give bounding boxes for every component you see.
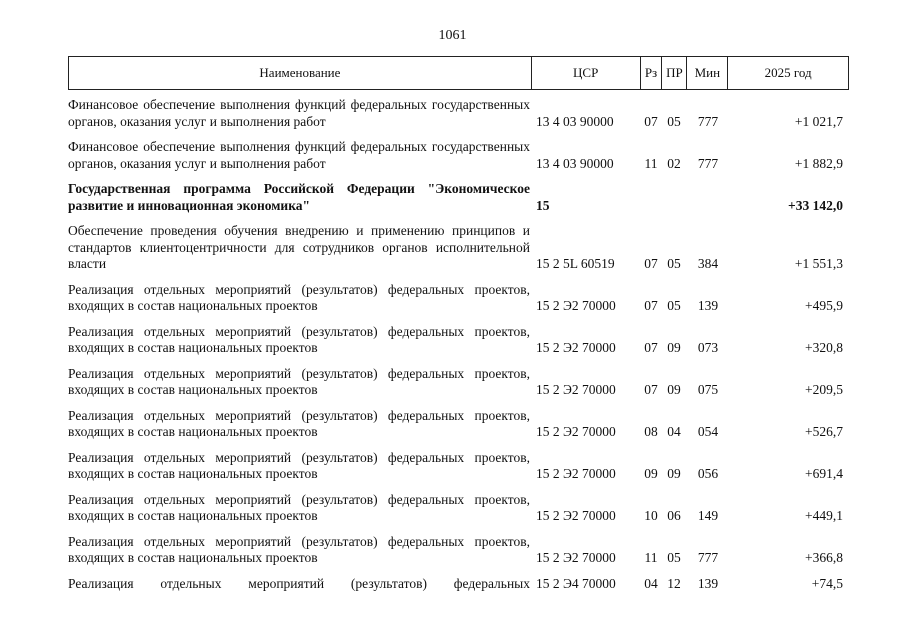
row-min: 777 xyxy=(697,113,719,129)
row-rz: 07 xyxy=(644,298,658,313)
header-pr: ПР xyxy=(662,57,687,89)
row-csr: 15 2 Э2 70000 xyxy=(536,382,616,397)
row-csr: 15 2 Э4 70000 xyxy=(536,575,616,591)
row-csr: 15 2 5L 60519 xyxy=(536,256,615,271)
header-rz: Рз xyxy=(641,57,663,89)
row-value: +366,8 xyxy=(805,550,843,565)
table-row xyxy=(68,366,849,399)
header-name: Наименование xyxy=(69,57,532,89)
table-row xyxy=(68,408,849,441)
row-value: +209,5 xyxy=(805,382,843,397)
row-rz: 10 xyxy=(644,508,658,523)
row-name: Финансовое обеспечение выполнения функций федеральных государственных органов, оказания услуг и выполнения работ xyxy=(68,97,530,129)
row-value: +1 551,3 xyxy=(794,256,843,271)
row-pr: 02 xyxy=(667,155,681,171)
row-csr: 15 2 Э2 70000 xyxy=(536,340,616,355)
row-rz: 07 xyxy=(644,113,658,129)
row-pr: 04 xyxy=(667,424,681,439)
header-min: Мин xyxy=(687,57,728,89)
row-rz: 04 xyxy=(644,575,658,591)
row-value: +495,9 xyxy=(805,298,843,313)
row-name: Государственная программа Российской Федерации "Экономическое развитие и инновационная экономика" xyxy=(68,181,530,213)
row-name: Финансовое обеспечение выполнения функций федеральных государственных органов, оказания услуг и выполнения работ xyxy=(68,139,530,171)
row-value: +526,7 xyxy=(805,424,843,439)
row-value: +1 021,7 xyxy=(794,113,843,129)
row-name: Реализация отдельных мероприятий (результатов) федеральных проектов, входящих в состав национальных проектов xyxy=(68,365,530,397)
row-csr: 15 2 Э2 70000 xyxy=(536,424,616,439)
table-row xyxy=(68,223,849,273)
table-row xyxy=(68,492,849,525)
row-min: 075 xyxy=(697,382,719,397)
table-row xyxy=(68,450,849,483)
row-name: Реализация отдельных мероприятий (результатов) федеральных проектов, входящих в состав национальных проектов xyxy=(68,491,530,523)
row-name: Реализация отдельных мероприятий (результатов) федеральных xyxy=(68,575,530,591)
row-min: 384 xyxy=(697,256,719,271)
header-year: 2025 год xyxy=(764,65,812,80)
table-row xyxy=(68,324,849,357)
row-name: Реализация отдельных мероприятий (результатов) федеральных проектов, входящих в состав национальных проектов xyxy=(68,323,530,355)
row-min: 056 xyxy=(697,466,719,481)
table-body xyxy=(68,97,849,601)
row-pr: 05 xyxy=(667,298,681,313)
row-csr: 15 2 Э2 70000 xyxy=(536,466,616,481)
row-rz: 07 xyxy=(644,340,658,355)
row-min: 139 xyxy=(697,298,719,313)
table-row xyxy=(68,97,849,130)
row-rz: 09 xyxy=(644,466,658,481)
row-rz: 11 xyxy=(644,155,658,171)
row-name: Реализация отдельных мероприятий (результатов) федеральных проектов, входящих в состав национальных проектов xyxy=(68,407,530,439)
row-value: +320,8 xyxy=(805,340,843,355)
row-min: 777 xyxy=(697,155,719,171)
row-name: Реализация отдельных мероприятий (результатов) федеральных проектов, входящих в состав национальных проектов xyxy=(68,533,530,565)
row-rz: 07 xyxy=(644,382,658,397)
row-csr: 15 2 Э2 70000 xyxy=(536,298,616,313)
row-name: Обеспечение проведения обучения внедрению и применению принципов и стандартов клиентоцентричности для сотрудников органов исполнительной власти xyxy=(68,223,530,271)
row-pr: 05 xyxy=(667,113,681,129)
row-value: +74,5 xyxy=(811,575,843,591)
row-pr: 05 xyxy=(667,256,681,271)
row-csr: 13 4 03 90000 xyxy=(536,155,614,171)
row-pr: 09 xyxy=(667,382,681,397)
row-pr: 09 xyxy=(667,466,681,481)
table-row xyxy=(68,139,849,172)
row-pr: 06 xyxy=(667,508,681,523)
table-row xyxy=(68,576,849,593)
header-csr: ЦСР xyxy=(532,57,641,89)
row-csr: 15 2 Э2 70000 xyxy=(536,550,616,565)
page-number: 1061 xyxy=(438,28,467,43)
row-value: +1 882,9 xyxy=(794,155,843,171)
row-pr: 05 xyxy=(667,550,681,565)
row-name: Реализация отдельных мероприятий (результатов) федеральных проектов, входящих в состав национальных проектов xyxy=(68,281,530,313)
row-csr: 15 xyxy=(536,197,550,213)
row-name: Реализация отдельных мероприятий (результатов) федеральных проектов, входящих в состав национальных проектов xyxy=(68,449,530,481)
row-min: 777 xyxy=(697,550,719,565)
row-min: 054 xyxy=(697,424,719,439)
row-rz: 08 xyxy=(644,424,658,439)
row-value: +449,1 xyxy=(805,508,843,523)
row-rz: 11 xyxy=(644,550,658,565)
row-min: 073 xyxy=(697,340,719,355)
table-row xyxy=(68,282,849,315)
table-row xyxy=(68,181,849,214)
row-pr: 12 xyxy=(667,575,681,591)
table-row xyxy=(68,534,849,567)
row-value: +33 142,0 xyxy=(788,197,843,213)
row-pr: 09 xyxy=(667,340,681,355)
row-csr: 15 2 Э2 70000 xyxy=(536,508,616,523)
row-min: 149 xyxy=(697,508,719,523)
row-rz: 07 xyxy=(644,256,658,271)
row-min: 139 xyxy=(697,575,719,591)
row-csr: 13 4 03 90000 xyxy=(536,113,614,129)
table-header xyxy=(68,56,849,90)
row-value: +691,4 xyxy=(805,466,843,481)
